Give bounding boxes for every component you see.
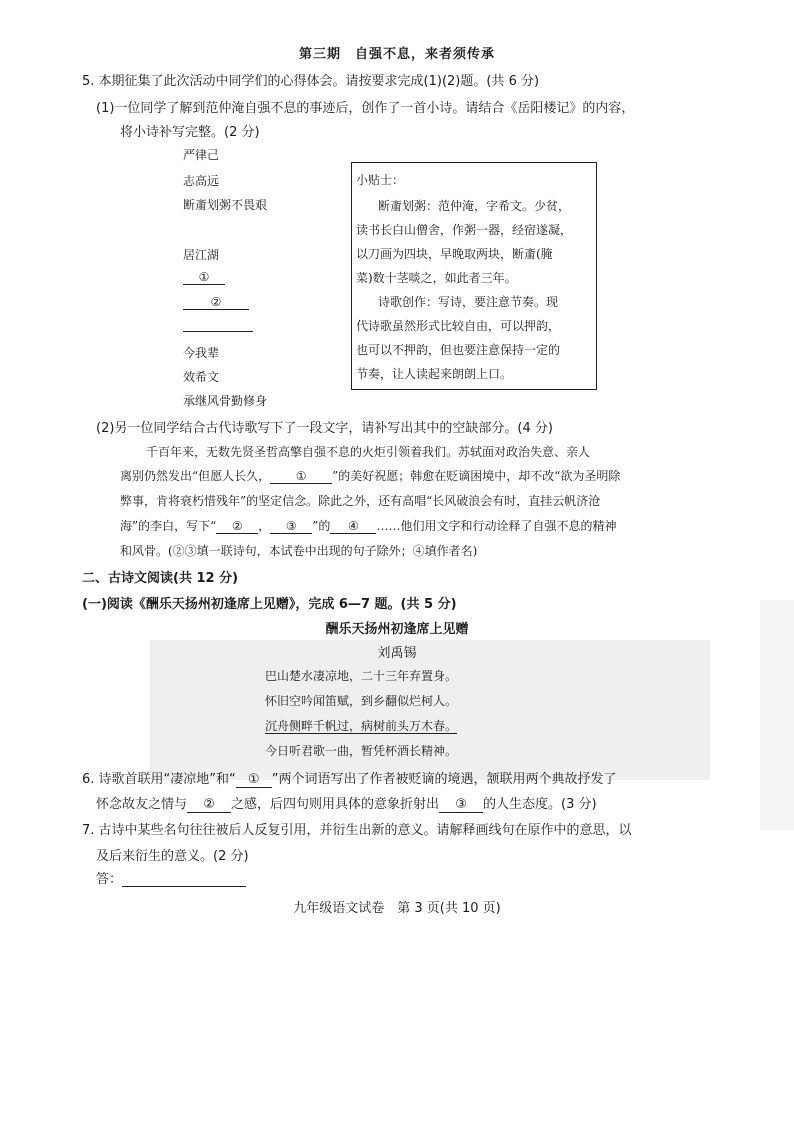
blank-3[interactable]: ③ (270, 519, 312, 534)
poem-verse: 巴山楚水凄凉地，二十三年弃置身。 (265, 669, 458, 683)
blank-2[interactable]: ② (187, 798, 231, 813)
answer-line[interactable] (122, 872, 246, 887)
poem-line: 志高远 (183, 174, 220, 188)
poem-blank-2[interactable]: ② (183, 295, 249, 310)
paragraph-line: 海”的李白，写下“ ② ， ③ ”的 ④ ……他们用文字和行动诠释了自强不息的精神 (120, 519, 617, 533)
poem-line: 今我辈 (183, 346, 220, 360)
poem-line: 效希文 (183, 370, 220, 384)
poem-line: 居江湖 (183, 248, 220, 262)
poem-title: 酬乐天扬州初逢席上见赠 (325, 622, 469, 637)
paragraph-line: 弊事，肯将衰朽惜残年”的坚定信念。除此之外，还有高唱“长风破浪会有时，直挂云帆济沧 (120, 494, 601, 508)
tip-line: 以刀画为四块，早晚取两块，断齑(腌 (356, 247, 553, 261)
paragraph-line: 离别仍然发出“但愿人长久， ① ”的美好祝愿；韩愈在贬谪困境中，却不改“欲为圣明除 (120, 469, 621, 483)
question-6-line2: 怀念故友之情与 ② 之感，后四句则用具体的意象折射出 ③ 的人生态度。(3 分) (96, 797, 597, 812)
issue-header: 第三期 自强不息，来者须传承 (298, 47, 495, 62)
paragraph-line: 千百年来，无数先贤圣哲高擎自强不息的火炬引领着我们。苏轼面对政治失意、亲人 (146, 445, 591, 459)
question-5-1-line2: 将小诗补写完整。(2 分) (120, 125, 260, 140)
tip-line: 代诗歌虽然形式比较自由，可以押韵， (356, 319, 561, 333)
page-footer: 九年级语文试卷 第 3 页(共 10 页) (293, 901, 501, 916)
tip-line: 诗歌创作：写诗，要注意节奏。现 (378, 295, 559, 309)
question-5-1-line1: (1)一位同学了解到范仲淹自强不息的事迹后，创作了一首小诗。请结合《岳阳楼记》的内容， (96, 101, 635, 116)
tip-box (351, 162, 597, 390)
answer-area: 答： (96, 868, 246, 887)
blank-4[interactable]: ④ (330, 519, 376, 534)
poem-line: 断齑划粥不畏艰 (183, 198, 268, 212)
section-title: 二、古诗文阅读(共 12 分) (82, 571, 239, 586)
blank-3[interactable]: ③ (439, 798, 483, 813)
poem-verse-underlined: 沉舟侧畔千帆过，病树前头万木春。 (265, 719, 458, 733)
poem-line: 严律己 (183, 148, 220, 162)
poem-blank-line[interactable] (183, 331, 253, 332)
blank-1[interactable]: ① (236, 773, 272, 788)
question-5-intro: 5. 本期征集了此次活动中同学们的心得体会。请按要求完成(1)(2)题。(共 6 分) (82, 74, 540, 89)
bleed-through-shadow (150, 640, 710, 780)
tip-line: 菜)数十茎啖之，如此者三年。 (356, 271, 517, 285)
tip-line: 读书长白山僧舍，作粥一器，经宿遂凝， (356, 223, 573, 237)
tip-line: 断齑划粥：范仲淹，字希文。少贫， (378, 199, 571, 213)
blank-2[interactable]: ② (216, 519, 258, 534)
poem-verse: 怀旧空吟闻笛赋，到乡翻似烂柯人。 (265, 694, 458, 708)
tip-line: 节奏，让人读起来朗朗上口。 (356, 367, 513, 381)
question-6-line1: 6. 诗歌首联用“凄凉地”和“ ① ”两个词语写出了作者被贬谪的境遇，颔联用两个典故抒发了 (82, 772, 617, 787)
tip-title: 小贴士： (356, 173, 405, 187)
poem-blank-1[interactable]: ① (183, 270, 225, 285)
question-5-2-intro: (2)另一位同学结合古代诗歌写下了一段文字，请补写出其中的空缺部分。(4 分) (96, 421, 553, 436)
poem-verse: 今日听君歌一曲，暂凭杯酒长精神。 (265, 744, 458, 758)
poem-author: 刘禹锡 (377, 646, 417, 661)
question-7-line2: 及后来衍生的意义。(2 分) (96, 849, 249, 864)
paragraph-line: 和风骨。(②③填一联诗句，本试卷中出现的句子除外；④填作者名) (120, 544, 478, 558)
poem-line: 承继风骨勤修身 (183, 394, 268, 408)
tip-line: 也可以不押韵，但也要注意保持一定的 (356, 343, 561, 357)
question-7-line1: 7. 古诗中某些名句往往被后人反复引用，并衍生出新的意义。请解释画线句在原作中的意思，以 (82, 823, 632, 838)
blank-1[interactable]: ① (270, 469, 332, 484)
subsection-title: (一)阅读《酬乐天扬州初逢席上见赠》，完成 6—7 题。(共 5 分) (82, 597, 457, 612)
